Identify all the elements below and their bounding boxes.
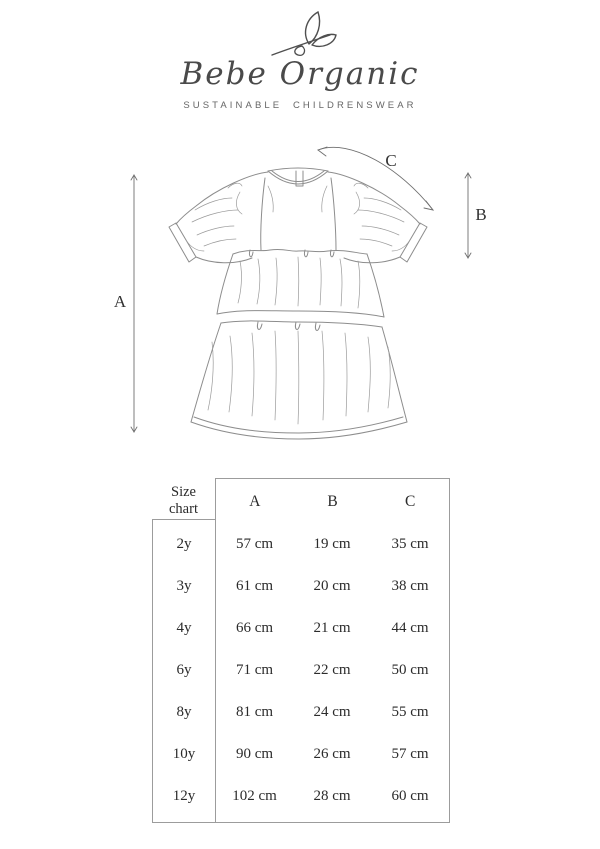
value-cell-b: 19 cm (313, 535, 351, 552)
corner-label-line2: chart (169, 500, 198, 517)
size-cell: 2y (176, 535, 192, 552)
table-row (152, 691, 449, 733)
value-cell-a: 102 cm (232, 787, 277, 804)
value-cell-a: 81 cm (235, 703, 274, 720)
column-header-a: A (249, 492, 261, 510)
value-cell-a: 66 cm (235, 619, 274, 636)
corner-label-line1: Size (171, 483, 196, 500)
dress-right-sleeve (328, 172, 427, 263)
value-cell-c: 35 cm (391, 535, 429, 552)
value-cell-b: 24 cm (313, 703, 351, 720)
measure-arrow-a (131, 175, 137, 432)
table-row (152, 733, 449, 775)
size-chart-corner-label (152, 482, 215, 519)
value-cell-c: 50 cm (391, 661, 429, 678)
table-row (152, 607, 449, 649)
table-row (152, 565, 449, 607)
brand-name: Bebe Organic (180, 56, 420, 92)
dress-left-sleeve (169, 172, 268, 263)
value-cell-b: 22 cm (313, 661, 351, 678)
measure-label-a: A (113, 292, 127, 311)
column-header-c: C (404, 492, 416, 510)
value-cell-a: 71 cm (235, 661, 274, 678)
value-cell-b: 28 cm (313, 787, 351, 804)
value-cell-c: 55 cm (391, 703, 429, 720)
value-cell-b: 26 cm (313, 745, 351, 762)
value-cell-c: 60 cm (391, 787, 429, 804)
value-cell-a: 57 cm (235, 535, 274, 552)
table-row (152, 649, 449, 691)
dress-bodice (261, 178, 336, 250)
size-cell: 12y (172, 787, 196, 804)
dress-waist-seam (233, 249, 367, 256)
value-cell-a: 61 cm (235, 577, 274, 594)
size-cell: 4y (176, 619, 192, 636)
value-cell-c: 38 cm (391, 577, 429, 594)
dress-neckline (268, 168, 328, 186)
value-cell-c: 57 cm (391, 745, 429, 762)
size-chart-table (152, 478, 449, 823)
size-cell: 6y (176, 661, 192, 678)
size-cell: 10y (172, 745, 196, 762)
value-cell-a: 90 cm (235, 745, 274, 762)
measure-label-b: B (475, 205, 487, 224)
brand-tagline: SUSTAINABLE CHILDRENSWEAR (183, 100, 417, 111)
size-cell: 3y (176, 577, 192, 594)
value-cell-c: 44 cm (391, 619, 429, 636)
dress-tier2 (191, 321, 407, 439)
table-row (152, 775, 449, 817)
dress-sketch (100, 140, 500, 460)
table-body (152, 520, 449, 821)
table-row (152, 523, 449, 565)
dress-tier1 (217, 254, 384, 317)
size-cell: 8y (176, 703, 192, 720)
value-cell-b: 20 cm (313, 577, 351, 594)
measure-arrow-c (318, 147, 433, 210)
measure-label-c: C (385, 151, 397, 170)
table-header-row (216, 484, 449, 519)
value-cell-b: 21 cm (313, 619, 351, 636)
column-header-b: B (327, 492, 338, 510)
